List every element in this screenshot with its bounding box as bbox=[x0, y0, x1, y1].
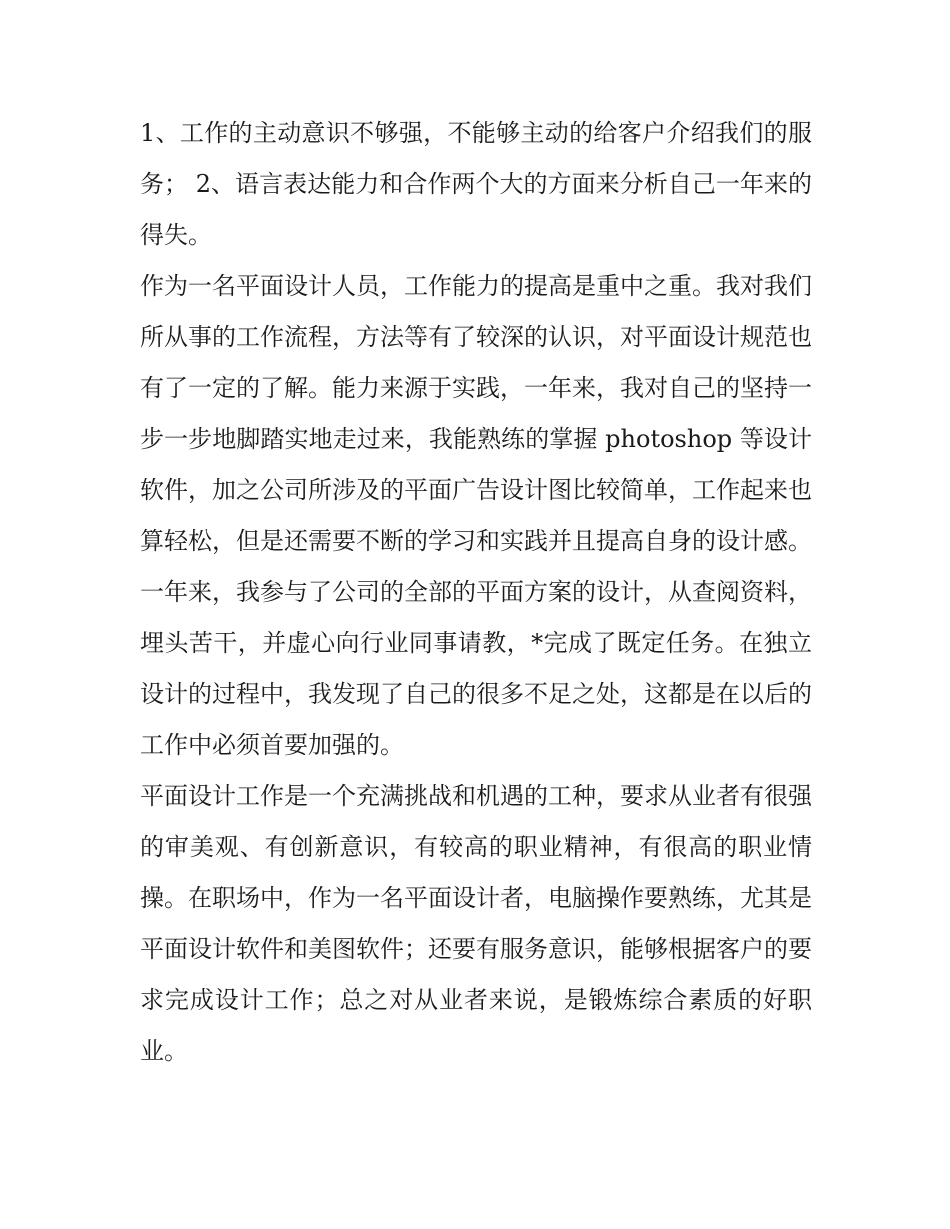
document-body bbox=[140, 108, 812, 1077]
paragraph-year-review: 一年来，我参与了公司的全部的平面方案的设计，从查阅资料，埋头苦干，并虚心向行业同事请教，*完成了既定任务。在独立设计的过程中，我发现了自己的很多不足之处，这都是在以后的工作中必须首要加强的。 bbox=[140, 578, 812, 759]
paragraph-work-ability: 作为一名平面设计人员，工作能力的提高是重中之重。我对我们所从事的工作流程，方法等有了较深的认识，对平面设计规范也有了一定的了解。能力来源于实践，一年来，我对自己的坚持一步一步地脚踏实地走过来，我能熟练的掌握 photoshop 等设计软件，加之公司所涉及的平面广告设计图比较简单，工作起来也算轻松，但是还需要不断的学习和实践并且提高自身的设计感。 bbox=[140, 272, 812, 555]
paragraph-shortcomings: 1、工作的主动意识不够强，不能够主动的给客户介绍我们的服务； 2、语言表达能力和合作两个大的方面来分析自己一年来的得失。 bbox=[140, 119, 812, 249]
paragraph-career-summary: 平面设计工作是一个充满挑战和机遇的工种，要求从业者有很强的审美观、有创新意识，有较高的职业精神，有很高的职业情操。在职场中，作为一名平面设计者，电脑操作要熟练，尤其是平面设计软件和美图软件；还要有服务意识，能够根据客户的要求完成设计工作；总之对从业者来说，是锻炼综合素质的好职业。 bbox=[140, 782, 812, 1065]
